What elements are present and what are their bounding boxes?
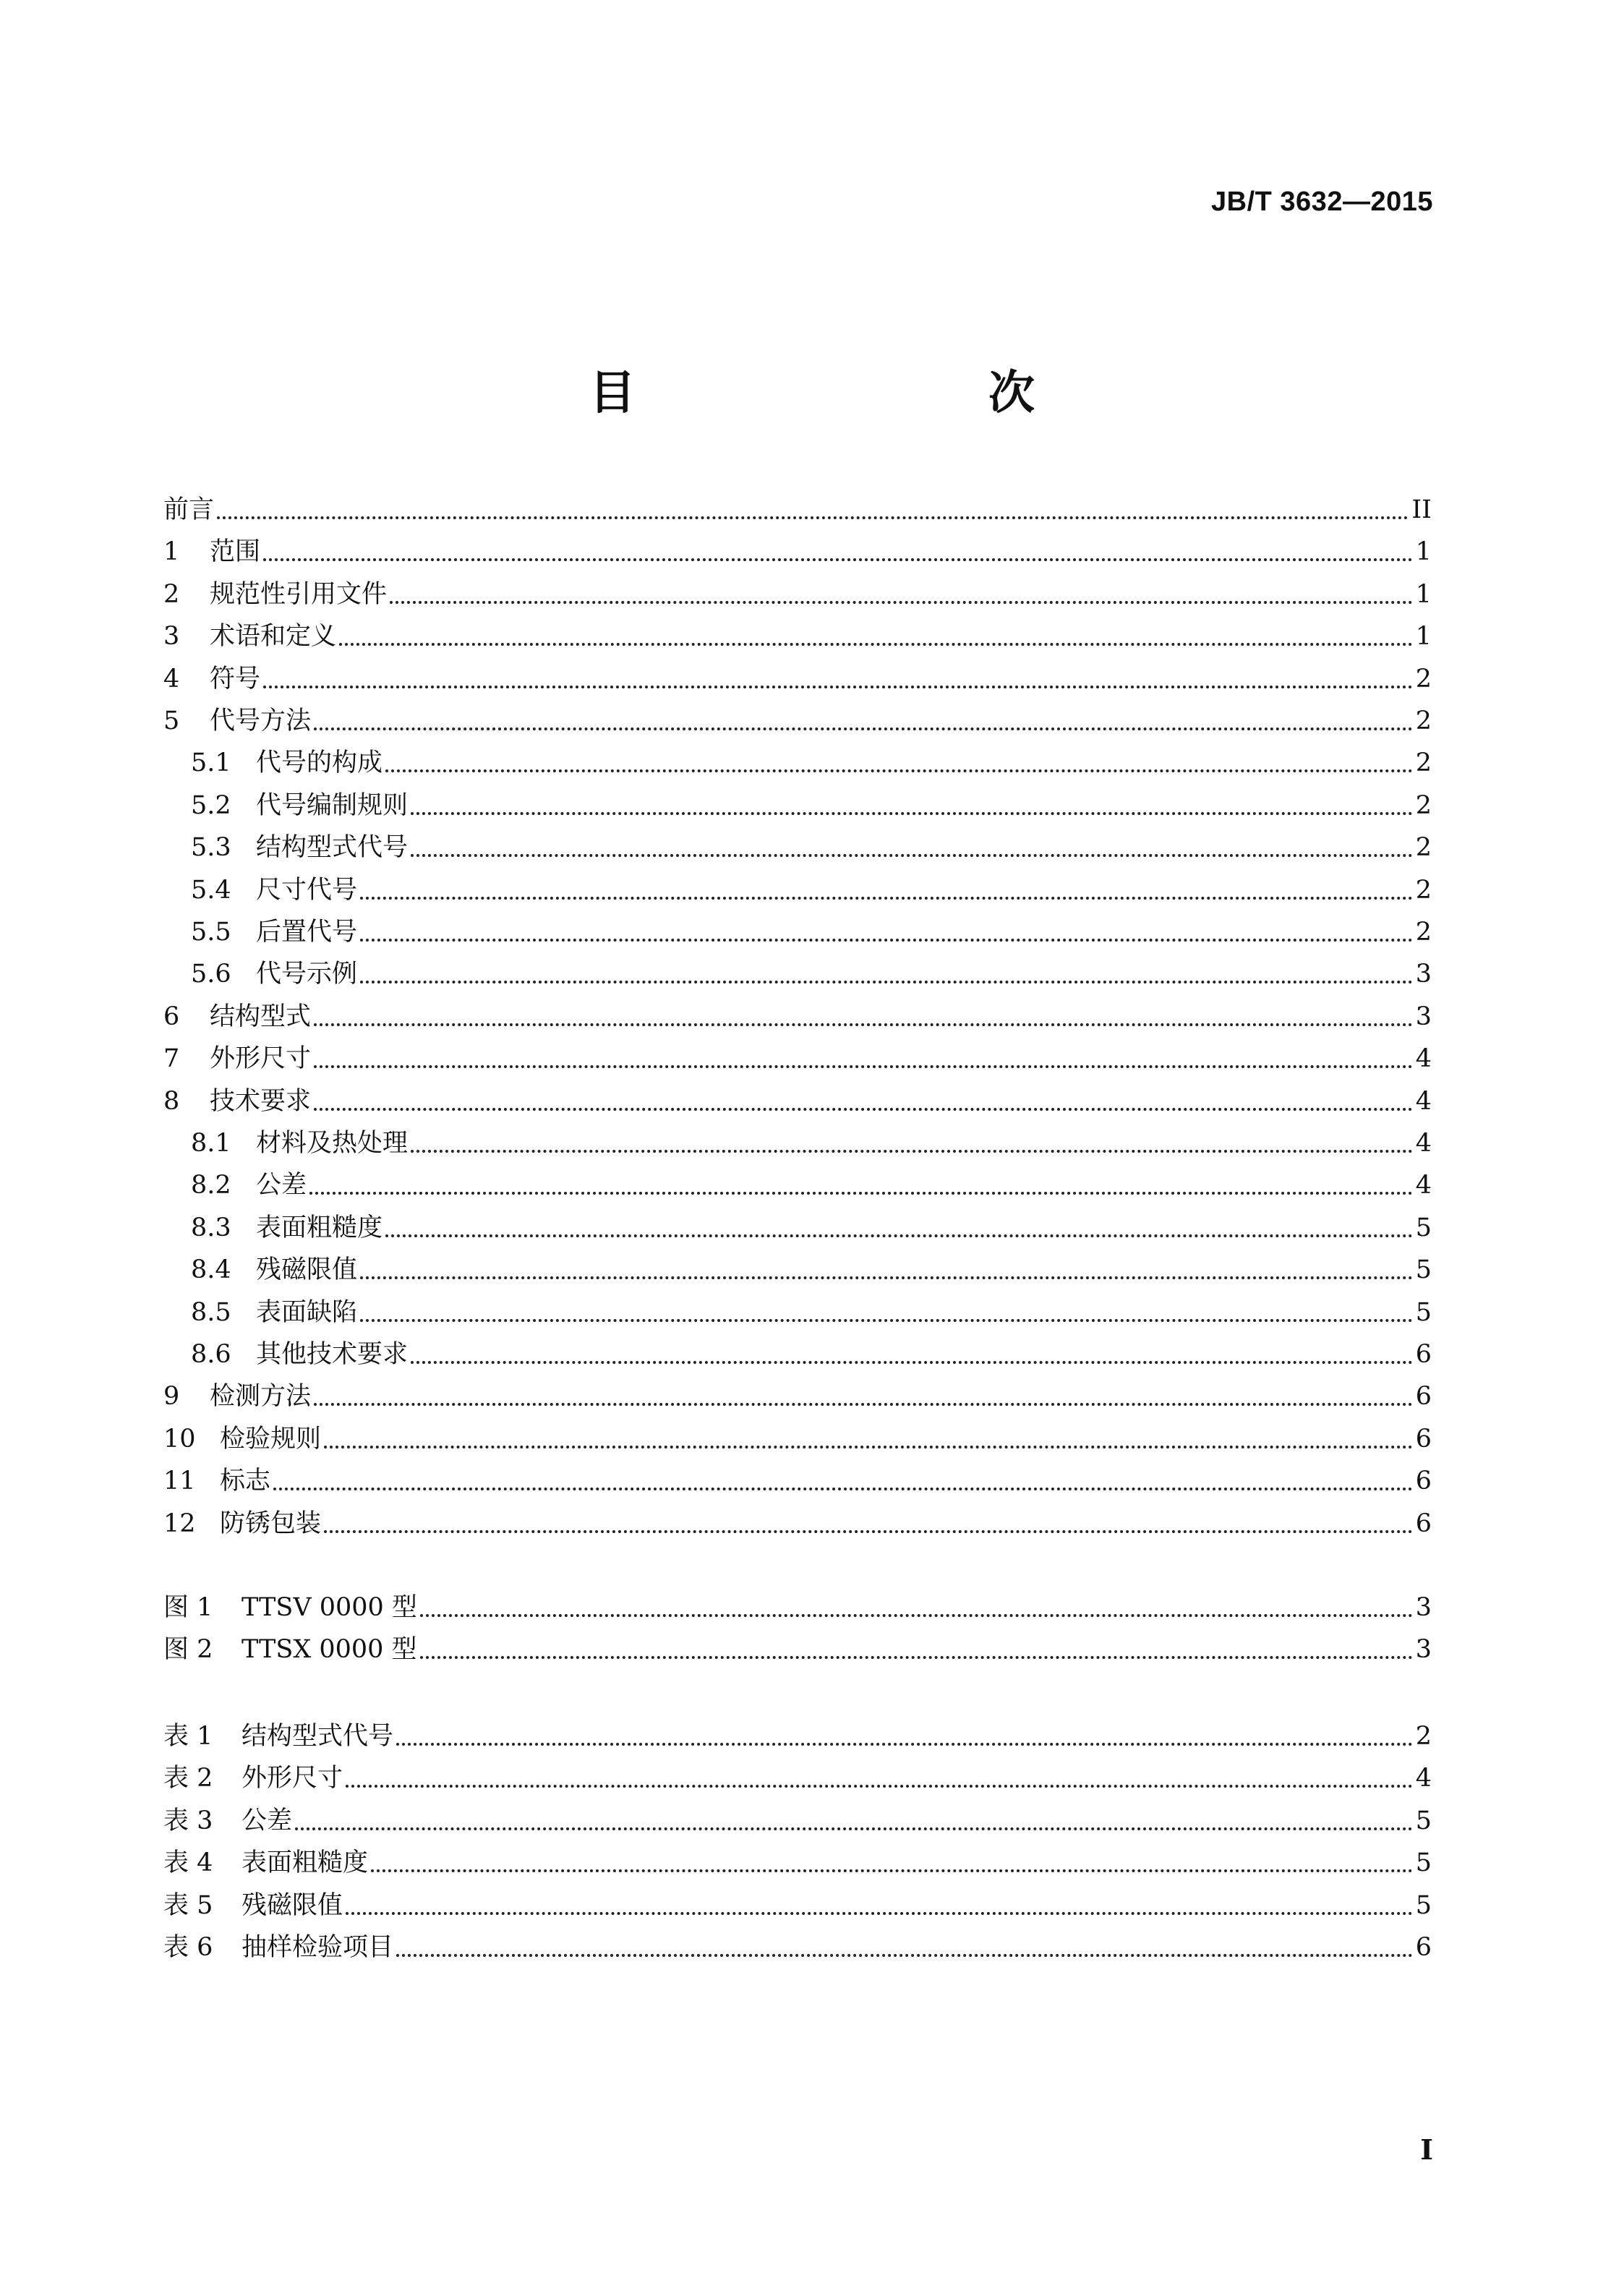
- toc-page: 2: [1415, 790, 1432, 820]
- toc-page: 4: [1415, 1129, 1432, 1158]
- toc-number: 6: [163, 1002, 180, 1031]
- toc-label: 表面缺陷: [256, 1297, 358, 1327]
- figures-number: 图 1: [163, 1593, 213, 1622]
- toc-entry[interactable]: [163, 1125, 1432, 1161]
- leader-dots: [314, 1023, 1413, 1026]
- tables-number: 表 6: [163, 1933, 213, 1962]
- tables-number: 表 1: [163, 1722, 213, 1751]
- leader-dots: [314, 1065, 1413, 1068]
- toc-number: 5.6: [191, 960, 231, 989]
- toc-entry[interactable]: [163, 618, 1432, 654]
- toc-number: 5.1: [191, 748, 231, 778]
- toc-label: 代号示例: [256, 960, 358, 989]
- toc-label: 公差: [256, 1171, 307, 1200]
- toc-entry[interactable]: [163, 788, 1432, 824]
- toc-number: 5.5: [191, 918, 231, 947]
- toc-number: 5: [163, 707, 180, 735]
- leader-dots: [273, 1488, 1413, 1490]
- toc-page: 1: [1415, 579, 1432, 609]
- toc-entry[interactable]: [163, 1336, 1432, 1373]
- tables-label: 公差: [242, 1806, 293, 1835]
- figures-label: TTSV 0000 型: [242, 1593, 417, 1622]
- toc-number: 8.3: [191, 1213, 231, 1242]
- tables-entry[interactable]: [163, 1887, 1432, 1924]
- tables-label: 外形尺寸: [242, 1764, 343, 1793]
- toc-number: 8: [163, 1086, 180, 1116]
- toc-entry[interactable]: [163, 1421, 1432, 1457]
- tables-entry[interactable]: [163, 1845, 1432, 1881]
- toc-number: 7: [163, 1044, 180, 1074]
- toc-entry[interactable]: [163, 1210, 1432, 1246]
- toc-label: 前言: [163, 495, 215, 524]
- leader-dots: [390, 601, 1413, 604]
- toc-page: 3: [1415, 960, 1432, 989]
- toc-page: 5: [1415, 1255, 1432, 1285]
- toc-entry[interactable]: [163, 914, 1432, 950]
- tables-number: 表 3: [163, 1806, 213, 1835]
- leader-dots: [346, 1912, 1413, 1915]
- leader-dots: [263, 686, 1413, 688]
- toc-number: 11: [163, 1467, 196, 1496]
- toc-page: 5: [1415, 1297, 1432, 1327]
- leader-dots: [385, 1234, 1413, 1237]
- toc-page: 6: [1415, 1382, 1432, 1412]
- toc-page: 3: [1415, 1002, 1432, 1031]
- leader-dots: [396, 1954, 1413, 1957]
- toc-entry[interactable]: [163, 576, 1432, 613]
- toc-page: 4: [1415, 1171, 1432, 1200]
- toc-entry[interactable]: [163, 745, 1432, 781]
- tables-label: 结构型式代号: [242, 1722, 394, 1751]
- toc-label: 代号方法: [210, 707, 312, 735]
- tables-label: 抽样检验项目: [242, 1933, 394, 1962]
- leader-dots: [324, 1446, 1413, 1448]
- toc-page: 2: [1415, 748, 1432, 778]
- toc-entry[interactable]: [163, 661, 1432, 697]
- toc-page: 2: [1415, 664, 1432, 694]
- leader-dots: [420, 1614, 1413, 1617]
- toc-label: 符号: [210, 664, 261, 694]
- leader-dots: [314, 1108, 1413, 1111]
- toc-label: 术语和定义: [210, 622, 337, 652]
- toc-number: 4: [163, 664, 180, 694]
- toc-page: 2: [1415, 875, 1432, 905]
- toc-number: 8.5: [191, 1297, 231, 1327]
- toc-number: 8.2: [191, 1171, 231, 1200]
- tables-page: 6: [1415, 1933, 1432, 1962]
- leader-dots: [360, 939, 1413, 942]
- toc-entry[interactable]: [163, 1041, 1432, 1077]
- leader-dots: [420, 1656, 1413, 1659]
- tables-page: 5: [1415, 1848, 1432, 1878]
- tables-page: 4: [1415, 1764, 1432, 1793]
- leader-dots: [263, 558, 1413, 561]
- leader-dots: [339, 643, 1413, 646]
- toc-label: 表面粗糙度: [256, 1213, 383, 1242]
- toc-label: 防锈包装: [220, 1509, 322, 1538]
- toc-number: 1: [163, 537, 180, 567]
- toc-number: 5.2: [191, 790, 231, 820]
- toc-entry[interactable]: [163, 1294, 1432, 1331]
- toc-label: 代号的构成: [256, 748, 383, 778]
- toc-label: 尺寸代号: [256, 875, 358, 905]
- leader-dots: [411, 1150, 1413, 1153]
- toc-number: 12: [163, 1509, 196, 1538]
- toc-label: 代号编制规则: [256, 790, 409, 820]
- toc-number: 9: [163, 1382, 180, 1412]
- leader-dots: [217, 516, 1409, 519]
- toc-entry[interactable]: [163, 956, 1432, 992]
- toc-entry[interactable]: [163, 534, 1432, 570]
- figures-label: TTSX 0000 型: [242, 1635, 417, 1665]
- toc-entry[interactable]: [163, 999, 1432, 1035]
- toc-label: 材料及热处理: [256, 1129, 409, 1158]
- leader-dots: [371, 1869, 1413, 1872]
- toc-entry[interactable]: [163, 703, 1432, 739]
- toc-number: 2: [163, 579, 180, 609]
- toc-number: 5.3: [191, 833, 231, 863]
- figures-page: 3: [1415, 1635, 1432, 1665]
- leader-dots: [360, 1276, 1413, 1279]
- leader-dots: [396, 1743, 1413, 1746]
- toc-page: 4: [1415, 1086, 1432, 1116]
- toc-entry[interactable]: [163, 872, 1432, 908]
- leader-dots: [314, 727, 1413, 730]
- toc-page: 1: [1415, 622, 1432, 652]
- figures-entry[interactable]: [163, 1631, 1432, 1668]
- toc-label: 其他技术要求: [256, 1340, 409, 1369]
- leader-dots: [295, 1827, 1413, 1830]
- leader-dots: [360, 981, 1413, 983]
- toc-page: 6: [1415, 1467, 1432, 1496]
- toc-page: 6: [1415, 1509, 1432, 1538]
- leader-dots: [324, 1530, 1413, 1533]
- toc-entry[interactable]: [163, 1378, 1432, 1414]
- toc-number: 3: [163, 622, 180, 652]
- tables-label: 表面粗糙度: [242, 1848, 369, 1878]
- tables-label: 残磁限值: [242, 1890, 343, 1920]
- toc-label: 结构型式代号: [256, 833, 409, 863]
- tables-entry[interactable]: [163, 1803, 1432, 1839]
- toc-number: 8.4: [191, 1255, 231, 1285]
- figures-number: 图 2: [163, 1635, 213, 1665]
- toc-label: 后置代号: [256, 918, 358, 947]
- toc-entry[interactable]: [163, 1252, 1432, 1288]
- tables-page: 5: [1415, 1806, 1432, 1835]
- page-title: 目 次: [589, 367, 1121, 420]
- toc-number: 5.4: [191, 875, 231, 905]
- tables-number: 表 5: [163, 1890, 213, 1920]
- toc-entry[interactable]: [163, 1083, 1432, 1119]
- tables-entry[interactable]: [163, 1929, 1432, 1966]
- toc-label: 规范性引用文件: [210, 579, 388, 609]
- leader-dots: [411, 854, 1413, 857]
- toc-label: 标志: [220, 1467, 271, 1496]
- toc-label: 外形尺寸: [210, 1044, 312, 1074]
- tables-page: 2: [1415, 1722, 1432, 1751]
- toc-label: 检测方法: [210, 1382, 312, 1412]
- leader-dots: [385, 769, 1413, 772]
- toc-label: 技术要求: [210, 1086, 312, 1116]
- leader-dots: [314, 1403, 1413, 1406]
- toc-number: 8.1: [191, 1129, 231, 1158]
- toc-page: 6: [1415, 1340, 1432, 1369]
- tables-number: 表 2: [163, 1764, 213, 1793]
- toc-label: 范围: [210, 537, 261, 567]
- toc-entry[interactable]: [163, 1506, 1432, 1542]
- toc-label: 结构型式: [210, 1002, 312, 1031]
- toc-page: II: [1411, 495, 1432, 524]
- leader-dots: [360, 897, 1413, 900]
- toc-page: 2: [1415, 918, 1432, 947]
- leader-dots: [411, 1361, 1413, 1364]
- tables-number: 表 4: [163, 1848, 213, 1878]
- toc-entry[interactable]: [163, 829, 1432, 866]
- toc-page: 5: [1415, 1213, 1432, 1242]
- toc-page: 2: [1415, 833, 1432, 863]
- leader-dots: [411, 812, 1413, 815]
- toc-page: 6: [1415, 1424, 1432, 1454]
- toc-number: 8.6: [191, 1340, 231, 1369]
- toc-entry[interactable]: [163, 492, 1432, 528]
- leader-dots: [346, 1785, 1413, 1788]
- toc-entry[interactable]: [163, 1167, 1432, 1203]
- leader-dots: [309, 1192, 1413, 1195]
- tables-page: 5: [1415, 1890, 1432, 1920]
- toc-page: 4: [1415, 1044, 1432, 1074]
- toc-label: 检验规则: [220, 1424, 322, 1454]
- standard-code: JB/T 3632—2015: [1211, 187, 1433, 217]
- toc-page: 2: [1415, 707, 1432, 735]
- figures-entry[interactable]: [163, 1589, 1432, 1626]
- toc-entry[interactable]: [163, 1463, 1432, 1499]
- tables-entry[interactable]: [163, 1760, 1432, 1796]
- page-number: I: [1420, 2133, 1433, 2166]
- figures-page: 3: [1415, 1593, 1432, 1622]
- toc-page: 1: [1415, 537, 1432, 567]
- toc-label: 残磁限值: [256, 1255, 358, 1285]
- tables-entry[interactable]: [163, 1718, 1432, 1754]
- leader-dots: [360, 1319, 1413, 1322]
- toc-number: 10: [163, 1424, 196, 1454]
